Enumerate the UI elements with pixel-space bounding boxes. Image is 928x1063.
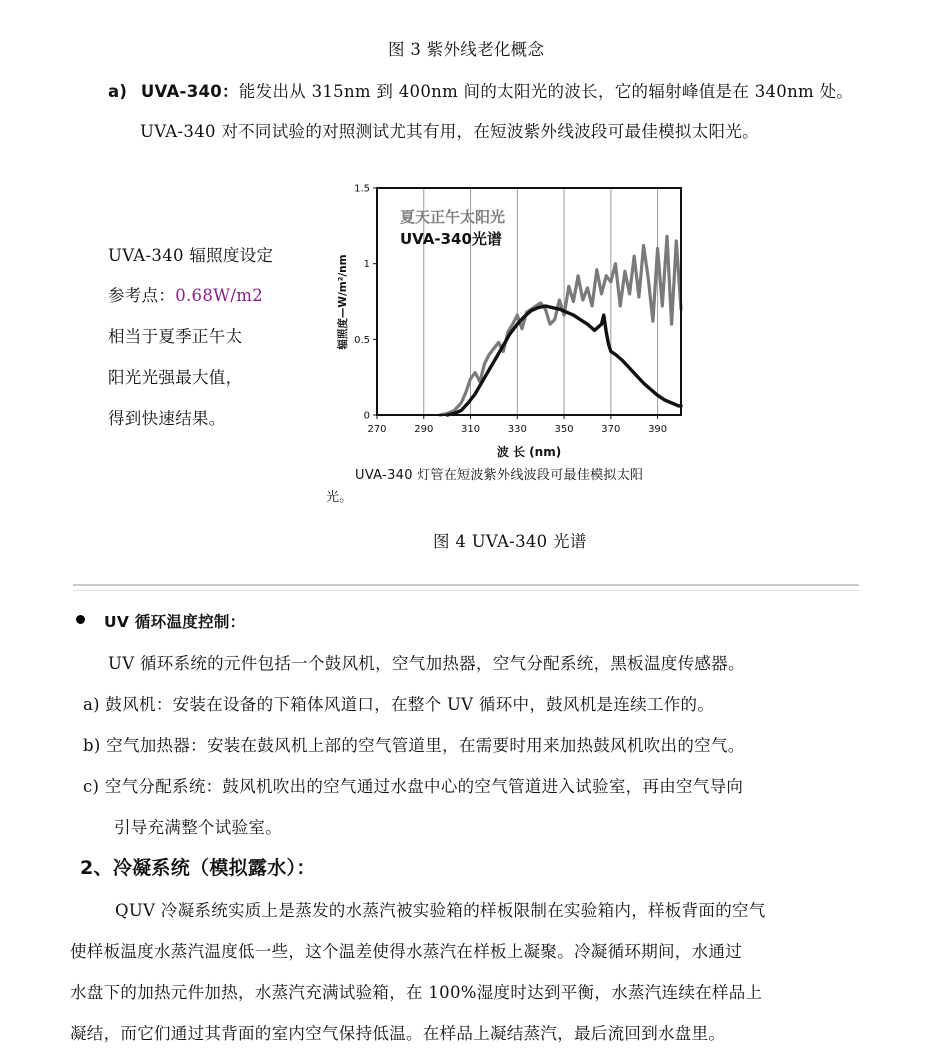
side-note-label: 参考点：: [108, 286, 176, 305]
chart-caption-line-1: UVA-340 灯管在短波紫外线波段可最佳模拟太阳: [355, 468, 644, 483]
x-tick-label: 390: [648, 424, 668, 435]
x-axis-label: 波 长 (nm): [496, 445, 562, 459]
uva340-spectrum-chart: [322, 180, 702, 470]
side-note-line-1: UVA-340 辐照度设定: [108, 246, 274, 265]
condensation-para-line-3: 水盘下的加热元件加热，水蒸汽充满试验箱，在 100%湿度时达到平衡，水蒸汽连续在样品上: [70, 983, 763, 1002]
y-axis-label: 辐照度—W/m²/nm: [337, 254, 349, 350]
bullet-icon: [76, 615, 85, 624]
side-note-line-4: 阳光光强最大值，: [108, 368, 243, 387]
chart-legend: [400, 208, 505, 248]
section-divider: [73, 584, 859, 591]
uv-item-distribution-cont: 引导充满整个试验室。: [114, 818, 282, 837]
uva340-definition-line: [108, 82, 853, 102]
legend-uva340: UVA-340光谱: [400, 230, 502, 248]
condensation-para-line-4: 凝结，而它们通过其背面的室内空气保持低温。在样品上凝结蒸汽，最后流回到水盘里。: [70, 1024, 726, 1043]
chart-caption-line-2: 光。: [326, 490, 353, 505]
x-tick-label: 270: [367, 424, 387, 435]
condensation-para-line-2: 使样板温度水蒸汽温度低一些，这个温差使得水蒸汽在样板上凝聚。冷凝循环期间，水通过: [70, 942, 742, 961]
figure-3-caption: 图 3 紫外线老化概念: [388, 40, 545, 59]
y-tick-label: 0: [363, 410, 370, 422]
y-tick-label: 0.5: [354, 334, 370, 346]
uv-item-blower: a) 鼓风机：安装在设备的下箱体风道口，在整个 UV 循环中，鼓风机是连续工作的。: [83, 695, 715, 714]
condensation-para-line-1: QUV 冷凝系统实质上是蒸发的水蒸汽被实验箱的样板限制在实验箱内，样板背面的空气: [115, 901, 766, 920]
x-tick-label: 370: [601, 424, 621, 435]
side-note-line-5: 得到快速结果。: [108, 409, 226, 428]
uv-section-heading: UV 循环温度控制：: [104, 613, 246, 631]
legend-sunlight: 夏天正午太阳光: [400, 208, 506, 226]
uv-item-distribution: c) 空气分配系统：鼓风机吹出的空气通过水盘中心的空气管道进入试验室，再由空气导向: [83, 777, 744, 796]
x-tick-label: 290: [414, 424, 434, 435]
side-note-line-3: 相当于夏季正午太: [108, 327, 243, 346]
uva340-term: UVA-340：: [140, 82, 239, 101]
figure-4-caption: 图 4 UVA-340 光谱: [433, 532, 587, 551]
irradiance-setpoint-value: 0.68W/m2: [175, 286, 264, 305]
x-tick-label: 310: [460, 424, 481, 435]
side-note-line-2: [108, 286, 263, 306]
uv-section-intro: UV 循环系统的元件包括一个鼓风机，空气加热器，空气分配系统，黑板温度传感器。: [108, 654, 745, 673]
y-tick-label: 1: [363, 259, 370, 271]
uva340-prefix: a): [108, 82, 128, 101]
uva340-usage-line: UVA-340 对不同试验的对照测试尤其有用，在短波紫外线波段可最佳模拟太阳光。: [140, 122, 759, 141]
uv-item-heater: b) 空气加热器：安装在鼓风机上部的空气管道里，在需要时用来加热鼓风机吹出的空气。: [83, 736, 745, 755]
series-line-sunlight: [440, 236, 681, 415]
uva340-description: 能发出从 315nm 到 400nm 间的太阳光的波长，它的辐射峰值是在 340nm 处。: [238, 82, 854, 101]
y-tick-label: 1.5: [354, 183, 370, 195]
x-tick-label: 350: [554, 424, 574, 435]
x-tick-label: 330: [507, 424, 527, 435]
condensation-heading: 2、冷凝系统（模拟露水）：: [80, 857, 316, 879]
